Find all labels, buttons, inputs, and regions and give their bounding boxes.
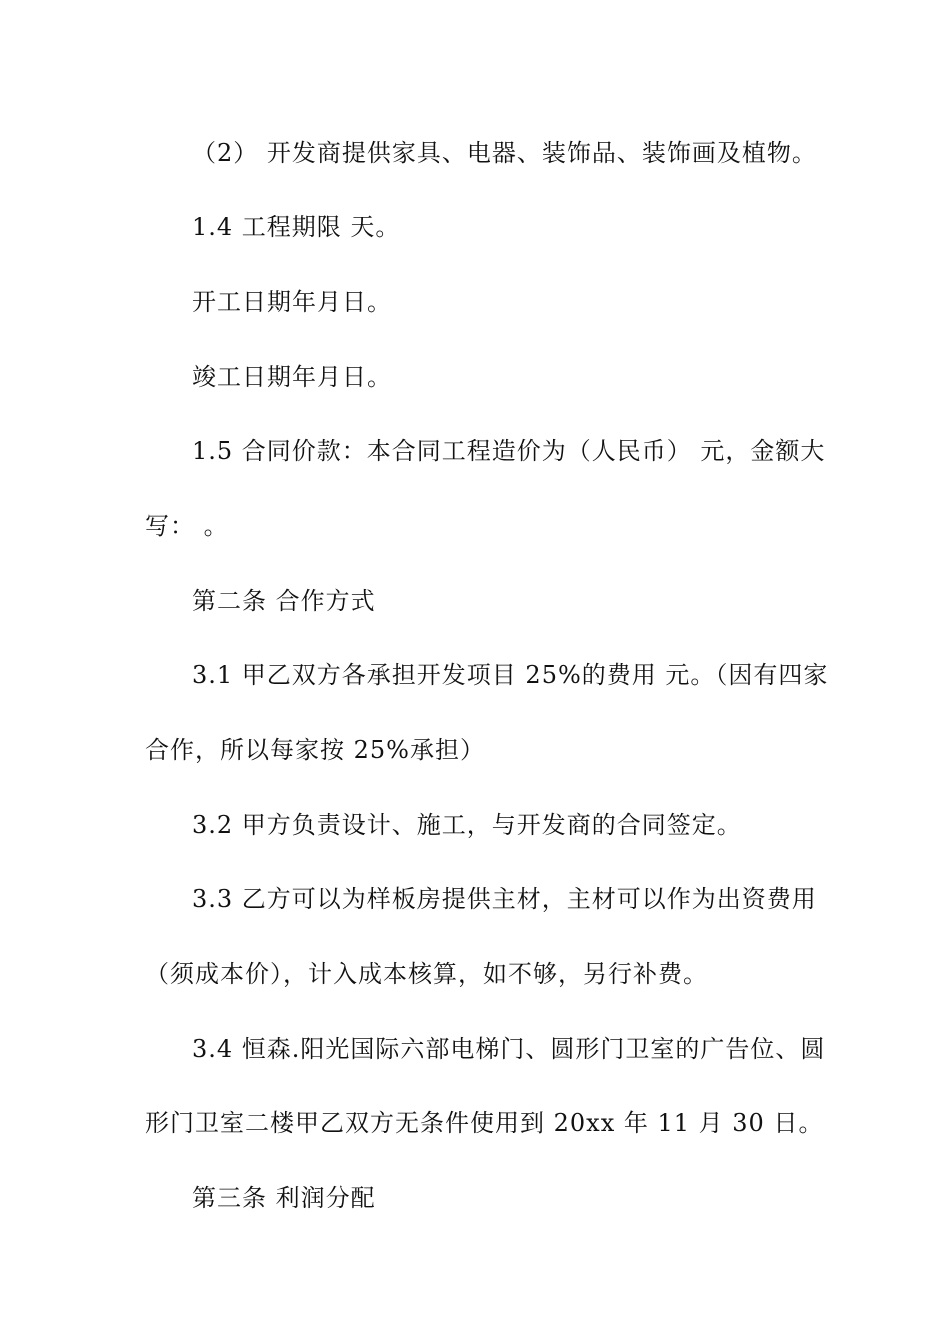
paragraph-1-4: 1.4 工程期限 天。 xyxy=(192,213,401,241)
paragraph-3-1-line2: 合作，所以每家按 25%承担） xyxy=(145,736,485,764)
paragraph-item-2: （2） 开发商提供家具、电器、装饰品、装饰画及植物。 xyxy=(192,139,817,167)
paragraph-3-3-line1: 3.3 乙方可以为样板房提供主材，主材可以作为出资费用 xyxy=(192,885,817,913)
paragraph-3-3-line2: （须成本价），计入成本核算，如不够，另行补费。 xyxy=(145,960,708,988)
paragraph-3-1-line1: 3.1 甲乙双方各承担开发项目 25%的费用 元。（因有四家 xyxy=(192,661,829,689)
paragraph-3-4-line1: 3.4 恒森.阳光国际六部电梯门、圆形门卫室的广告位、圆 xyxy=(192,1035,826,1063)
section-heading-article-3: 第三条 利润分配 xyxy=(192,1184,376,1212)
paragraph-1-5-line2: 写： 。 xyxy=(145,512,229,540)
paragraph-3-4-line2: 形门卫室二楼甲乙双方无条件使用到 20xx 年 11 月 30 日。 xyxy=(145,1109,824,1137)
section-heading-article-2: 第二条 合作方式 xyxy=(192,587,376,615)
paragraph-end-date: 竣工日期年月日。 xyxy=(192,363,392,391)
paragraph-1-5-line1: 1.5 合同价款：本合同工程造价为（人民币） 元，金额大 xyxy=(192,437,826,465)
paragraph-start-date: 开工日期年月日。 xyxy=(192,288,392,316)
paragraph-3-2: 3.2 甲方负责设计、施工，与开发商的合同签定。 xyxy=(192,811,742,839)
